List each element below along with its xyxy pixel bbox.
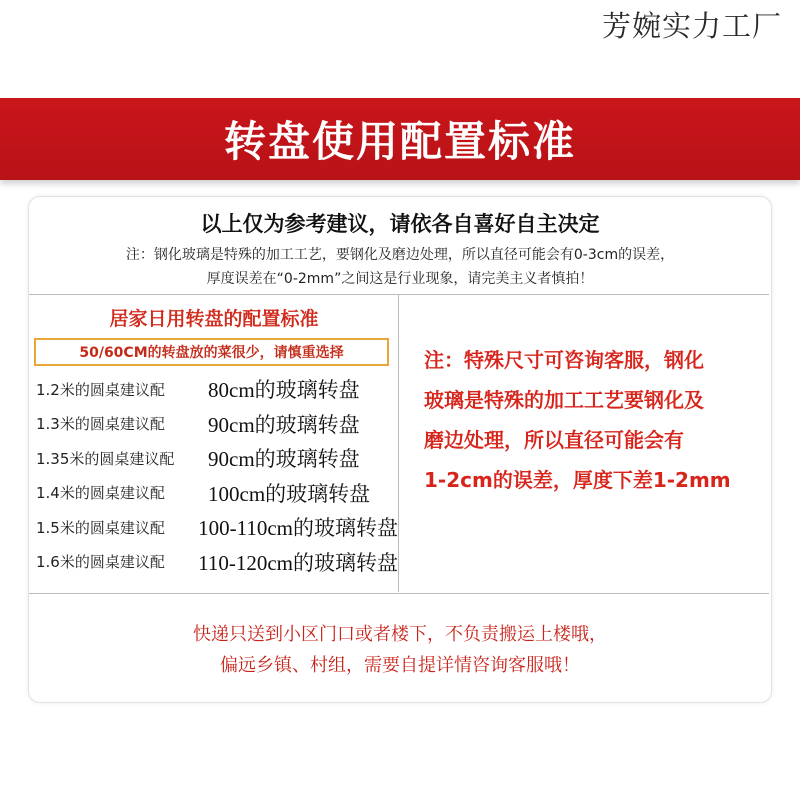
- delivery-note-line-2: 偏远乡镇、村组，需要自提详情咨询客服哦！: [220, 655, 580, 676]
- special-size-note-line: 玻璃是特殊的加工工艺要钢化及: [424, 388, 704, 412]
- brand-name: 芳婉实力工厂: [601, 9, 782, 43]
- special-size-note-line: 1-2cm的误差，厚度下差1-2mm: [424, 468, 731, 492]
- turntable-size-spec: 100cm的玻璃转盘: [208, 481, 371, 506]
- config-row: [36, 441, 398, 476]
- table-size-label: 1.35米的圆桌建议配: [36, 449, 175, 468]
- table-size-label: 1.5米的圆桌建议配: [36, 518, 165, 537]
- tolerance-note-line-1: 注：钢化玻璃是特殊的加工工艺，要钢化及磨边处理，所以直径可能会有0-3cm的误差，: [125, 247, 675, 263]
- config-standard-title: 居家日用转盘的配置标准: [109, 308, 319, 330]
- table-size-label: 1.2米的圆桌建议配: [36, 380, 165, 399]
- table-size-label: 1.3米的圆桌建议配: [36, 415, 165, 434]
- tolerance-note-line-2: 厚度误差在“0-2mm”之间这是行业现象，请完美主义者慎拍！: [206, 271, 594, 287]
- title-banner: [0, 98, 800, 180]
- size-warning-box: 50/60CM的转盘放的菜很少，请慎重选择: [34, 338, 389, 366]
- config-row: [36, 476, 398, 511]
- table-size-label: 1.6米的圆桌建议配: [36, 553, 165, 572]
- table-divider: [398, 294, 399, 592]
- config-rows: [36, 372, 398, 579]
- config-row: [36, 510, 398, 545]
- special-size-note: [424, 340, 769, 500]
- special-size-note-line: 磨边处理，所以直径可能会有: [424, 428, 684, 452]
- config-row: [36, 407, 398, 442]
- config-row: [36, 545, 398, 580]
- headline: 以上仅为参考建议，请依各自喜好自主决定: [200, 212, 600, 236]
- table-size-label: 1.4米的圆桌建议配: [36, 484, 165, 503]
- banner-title: 转盘使用配置标准: [223, 117, 576, 166]
- config-row: [36, 372, 398, 407]
- turntable-size-spec: 80cm的玻璃转盘: [208, 378, 360, 403]
- turntable-size-spec: 110-120cm的玻璃转盘: [198, 550, 398, 575]
- turntable-size-spec: 90cm的玻璃转盘: [208, 447, 360, 472]
- special-size-note-line: 注：特殊尺寸可咨询客服，钢化: [424, 348, 704, 372]
- delivery-note-line-1: 快递只送到小区门口或者楼下，不负责搬运上楼哦，: [193, 624, 607, 645]
- turntable-size-spec: 90cm的玻璃转盘: [208, 412, 360, 437]
- turntable-size-spec: 100-110cm的玻璃转盘: [198, 516, 398, 541]
